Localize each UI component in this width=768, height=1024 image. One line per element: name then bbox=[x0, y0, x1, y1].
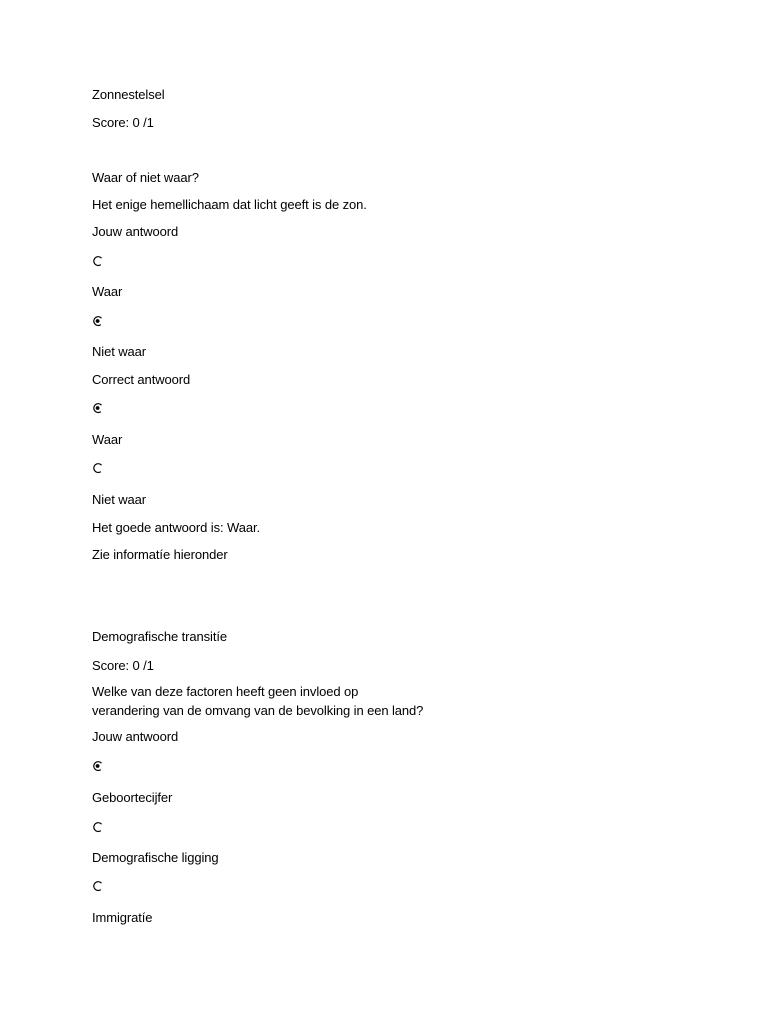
answer-option-label: Niet waar bbox=[92, 344, 147, 359]
correct-answer-label: Correct antwoord bbox=[92, 372, 191, 387]
radio-selected-icon[interactable] bbox=[92, 760, 104, 772]
question-text-line1: Welke van deze factoren heeft geen invloed op bbox=[92, 684, 359, 699]
radio-unselected-icon[interactable] bbox=[92, 462, 104, 474]
your-answer-label: Jouw antwoord bbox=[92, 224, 179, 239]
your-answer-label: Jouw antwoord bbox=[92, 729, 179, 744]
radio-selected-icon[interactable] bbox=[92, 402, 104, 414]
question-text-line2: verandering van de omvang van de bevolking in een land? bbox=[92, 703, 424, 718]
radio-unselected-icon[interactable] bbox=[92, 821, 104, 833]
radio-unselected-icon[interactable] bbox=[92, 255, 104, 267]
question-type: Waar of niet waar? bbox=[92, 170, 199, 185]
score-text: Score: 0 /1 bbox=[92, 115, 154, 130]
question-text: Het enige hemellichaam dat licht geeft is de zon. bbox=[92, 197, 367, 212]
radio-unselected-icon[interactable] bbox=[92, 880, 104, 892]
answer-option-label: Immigratíe bbox=[92, 910, 153, 925]
score-text: Score: 0 /1 bbox=[92, 658, 154, 673]
answer-option-label: Geboortecijfer bbox=[92, 790, 173, 805]
radio-selected-icon[interactable] bbox=[92, 315, 104, 327]
section-title: Demografische transitíe bbox=[92, 629, 227, 644]
section-title: Zonnestelsel bbox=[92, 87, 165, 102]
feedback-text: Het goede antwoord is: Waar. bbox=[92, 520, 260, 535]
answer-option-label: Niet waar bbox=[92, 492, 147, 507]
answer-option-label: Waar bbox=[92, 284, 123, 299]
answer-option-label: Waar bbox=[92, 432, 123, 447]
answer-option-label: Demografische ligging bbox=[92, 850, 219, 865]
info-link[interactable]: Zie informatíe hieronder bbox=[92, 547, 228, 562]
